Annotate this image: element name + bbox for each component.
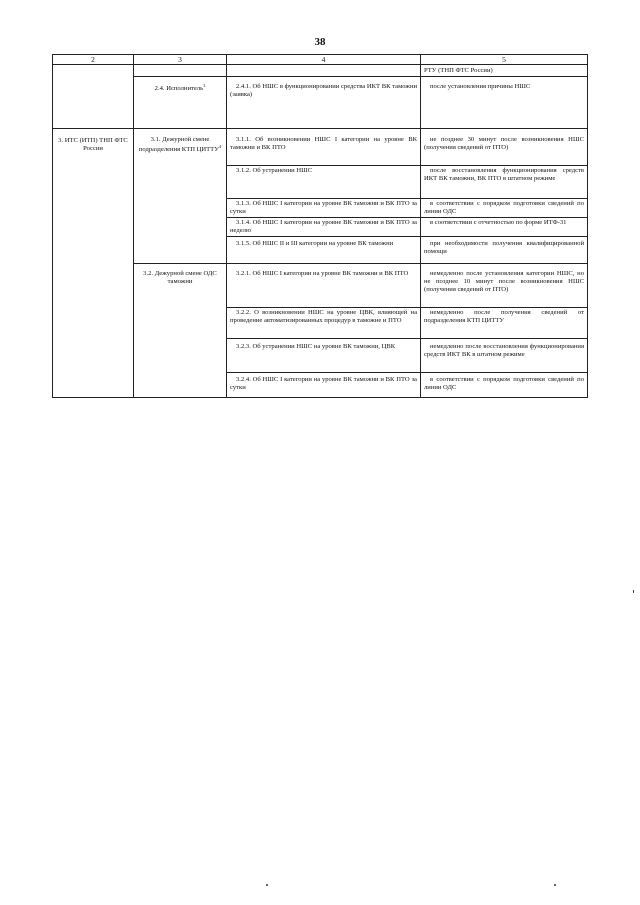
header-col-4: 5 [421,55,588,65]
table-row [53,76,588,128]
scan-dot [554,884,556,886]
cell-deadline: не позднее 30 минут после возникновения НШС (получения сведений от ПТО) [421,128,588,165]
page-number: 38 [314,36,326,48]
cell-report: 3.1.3. Об НШС I категории на уровне ВК таможни и ВК ПТО за сутки [227,198,421,217]
scan-dot [266,884,268,886]
cell-deadline: после восстановления функционирования средств ИКТ ВК таможни, ВК ПТО в штатном режиме [421,165,588,198]
cell-deadline: в соответствии с отчетностью по форме ИТФ-31 [421,217,588,236]
cell-report: 3.2.4. Об НШС I категории на уровне ВК таможни и ВК ПТО за сутки [227,372,421,397]
table-row [53,128,588,165]
cell-report: 3.1.5. Об НШС II и III категории на уровне ВК таможни [227,236,421,263]
cell-deadline: при необходимости получения квалифицированной помощи [421,236,588,263]
table-row [53,263,588,307]
cell-deadline: немедленно после получения сведений от подразделения КТП ЦИТТУ [421,307,588,338]
cell-recipient: 3.1. Дежурной смене подразделения КТП ЦИТТУ$^4$ [134,128,227,263]
cell-empty [134,65,227,77]
cell-sender: 3. ИТС (ИТП) ТНП ФТС России [53,128,134,397]
cell-empty [227,65,421,77]
table-row [53,65,588,77]
cell-deadline: немедленно после установления категории НШС, но не позднее 10 минут после возникновения НШС (получения сведений от ПТО) [421,263,588,307]
cell-deadline: в соответствии с порядком подготовки сведений по линии ОДС [421,198,588,217]
header-col-2: 3 [134,55,227,65]
scan-dot [633,590,634,593]
procedure-table [52,54,588,398]
cell-report: 3.1.1. Об возникновении НШС I категории на уровне ВК таможни и ВК ПТО [227,128,421,165]
cell-empty [53,65,134,129]
cell-report: 2.4.1. Об НШС в функционировании средства ИКТ ВК таможни (заявка) [227,76,421,128]
cell-deadline: немедленно после восстановления функционирования средств ИКТ ВК в штатном режиме [421,338,588,372]
cell-report: 3.1.2. Об устранении НШС [227,165,421,198]
header-col-3: 4 [227,55,421,65]
header-col-1: 2 [53,55,134,65]
cell-report: 3.2.3. Об устранении НШС на уровне ВК таможни, ЦВК [227,338,421,372]
cell-recipient: 3.2. Дежурной смене ОДС таможни [134,263,227,397]
cell-report: 3.2.1. Об НШС I категории на уровне ВК таможни и ВК ПТО [227,263,421,307]
cell-deadline: после установления причины НШС [421,76,588,128]
cell-recipient: 2.4. Исполнитель$^3$ [134,76,227,128]
cell-report: 3.2.2. О возникновении НШС на уровне ЦВК, влияющей на проведение автоматизированных процедур в таможне и ПТО [227,307,421,338]
cell-deadline: в соответствии с порядком подготовки сведений по линии ОДС [421,372,588,397]
table-header-row [53,55,588,65]
cell-report: 3.1.4. Об НШС I категории на уровне ВК таможни и ВК ПТО за неделю [227,217,421,236]
cell-deadline: РТУ (ТНП ФТС России) [421,65,588,77]
